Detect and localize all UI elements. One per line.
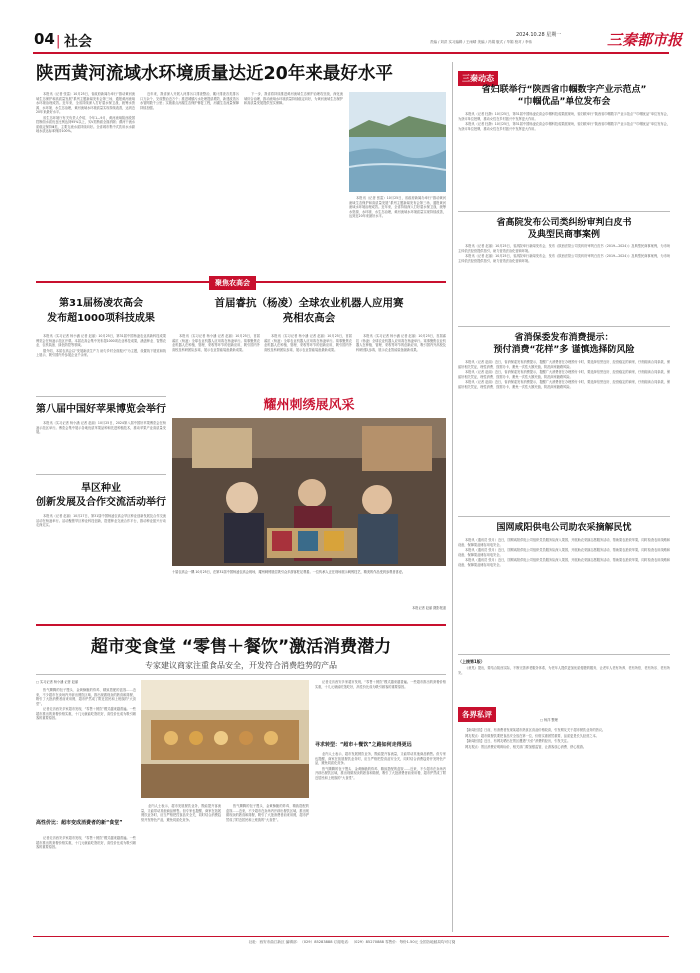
right-s2-body: 本报讯（记者 赵丽）10月25日，省高院举行新闻发布会，发布《陕西法院公司类纠纷审判白皮书（2019—2024）》及典型民商事案例，为市场主体依法经营提供指引，助力营造法治化营商环境。 本报讯（记者 赵丽）10月25日，省高院举行新闻发布会，发布《陕西法院公司类纠纷审判白皮书（2019—2024）》及典型民商事案例，为市场主体依法经营提供指引，助力营造法治化营商环境。 xyxy=(458,244,670,263)
right-s3-body: 本报讯（记者 赵丽）近日，省消保委发布消费提示，提醒广大消费者在办理预付卡时，要选择信誉良好、经营稳定的商家，仔细阅读合同条款，保留好相关凭证，理性消费、按需办卡，避免一次性大额充值，防范商家跑路风险。 本报讯（记者 赵丽）近日，省消保委发布消费提示，提醒广大消费者在办理预付卡时，要选择信誉良好、经营稳定的商家，仔细阅读合同条款，保留好相关凭证，理性消费、按需办卡，避免一次性大额充值，防范商家跑路风险。 本报讯（记者 赵丽）近日，省消保委发布消费提示，提醒广大消费者在办理预付卡时，要选择信誉良好、经营稳定的商家，仔细阅读合同条款，保留好相关凭证，理性消费、按需办卡，避免一次性大额充值，防范商家跑路风险。 xyxy=(458,360,670,389)
farm-story2-body: 本报讯（实习记者 杨小涵 记者 赵丽）10月25日，2024第八届中国好苹果博览会在杨凌示范区举行。博览会集中展示各地优质苹果品种和先进种植技术，推动苹果产业高质量发展。 xyxy=(36,421,166,434)
band-label: 聚焦农高会 xyxy=(209,276,256,290)
masthead-logo: 三秦都市报 xyxy=(607,31,683,49)
farm-story1-body: 本报讯（实习记者 杨小涵 记者 赵丽）10月25日，第31届中国杨凌农业高新科技成果博览会在杨凌示范区开幕。本届农高会集中发布超1000项农业科技成果，涵盖种业、智慧农业、农机装备、绿色防控等领域。 据介绍，本届农高会以“发展新质生产力 助力乡村全面振兴”为主题，设置线下展览和线上展示，吸引国内外参展企业千余家。 xyxy=(36,334,166,357)
farm-story2-headline: 第八届中国好苹果博览会举行 xyxy=(36,404,166,415)
continued-body: 《意见》提出，要结合陕西实际，不断完善养老服务体系，为老年人提供更加优质便捷的服务，让老年人老有所养、老有所依、老有所乐、老有所安。 xyxy=(458,666,670,675)
main-body-col4: 本报讯（记者 张雷）10月25日，省政府新闻办举行“推动黄河流域生态保护和高质量发展”系列主题新闻发布会第三场，通报黄河流域水环境治理成效。近年来，全省持续深入打好碧水保卫战，统筹水资源、水环境、水生态治理，黄河流域水环境质量实现持续改善，达到近20年来最好水平。 xyxy=(349,196,446,218)
main-headline: 陕西黄河流域水环境质量达近20年来最好水平 xyxy=(36,64,393,84)
embroidery-photo xyxy=(172,418,446,566)
bottom-byline: □ 实习记者 杨小涵 记者 赵丽 xyxy=(36,680,79,684)
page-number: 04 xyxy=(34,30,55,48)
bottom-body-col1: 热气腾腾的包子馒头、金黄酥脆的炸鸡、精致搭配的盒饭……近来，不少超市在卖场内开辟出餐饮区域，推出现做现卖的熟食和简餐，吸引了大批消费者前来用餐，超市俨然成了附近居民和上班族的“大食堂”。 记者走访西安多家超市发现，“零售＋餐饮”模式越来越普遍。一些超市推出的套餐价格实惠，十几元就能吃饱吃好，高性价比成为吸引顾客的重要原因。 xyxy=(36,688,136,720)
supermarket-photo xyxy=(141,680,309,798)
right-s2-headline: 省高院发布公司类纠纷审判白皮书 及典型民商事案例 xyxy=(496,218,632,240)
divider xyxy=(458,326,670,327)
opinion-byline: □ 杨洋 整理 xyxy=(540,718,558,722)
right-s4-headline: 国网咸阳供电公司助农采摘解民忧 xyxy=(496,523,632,533)
issue-date: 2024.10.28 星期一 xyxy=(516,32,562,38)
right-s4-body: 本报讯（通讯员 张月）近日，国网咸阳供电公司组织党员服务队深入果园，开展助农采摘志愿服务活动，帮助果农抢收苹果，同时检查农用线路和设备，保障果品储存用电安全。 本报讯（通讯员 张月）近日，国网咸阳供电公司组织党员服务队深入果园，开展助农采摘志愿服务活动，帮助果农抢收苹果，同时检查农用线路和设备，保障果品储存用电安全。 本报讯（通讯员 张月）近日，国网咸阳供电公司组织党员服务队深入果园，开展助农采摘志愿服务活动，帮助果农抢收苹果，同时检查农用线路和设备，保障果品储存用电安全。 xyxy=(458,538,670,567)
divider xyxy=(36,474,166,475)
right-s1-body: 本报讯（记者 杜静）10月25日，第31届中国杨凌农高会巾帼科技成果展现场，省妇联举行“陕西省巾帼数字产业示范点”“巾帼优品”单位发布会，为获评单位授牌，推动女性在乡村振兴中发挥更大作用。 本报讯（记者 杜静）10月25日，第31届中国杨凌农高会巾帼科技成果展现场，省妇联举行“陕西省巾帼数字产业示范点”“巾帼优品”单位发布会，为获评单位授牌，推动女性在乡村振兴中发挥更大作用。 xyxy=(458,112,670,131)
column-divider xyxy=(452,62,453,932)
photo-caption: 十届农高会一隅 10月25日，在第31届中国杨凌农高会现场，耀州刺绣展位吸引众多游客驻足观看。一位传承人正在现场展示刺绣技艺，精美的作品受到参观者喜爱。 xyxy=(172,570,406,574)
page-divider: | xyxy=(56,34,61,49)
farm-story4-body-col3: 本报讯（实习记者 杨小涵 记者 赵丽）10月25日，首届睿抗（杨凌）全球农业机器人应用赛在杨凌举行。赛事聚焦农业机器人在种植、管理、采收等环节的创新应用，吸引国内外高校及科研团队参赛，展示农业智能装备最新成果。 xyxy=(356,334,446,352)
photo-feature-title: 耀州刺绣展风采 xyxy=(263,398,355,413)
opinion-body: 【新闻回放】日前，有消费者发现某超市熟食区食品价格较高，引发网友关于超市餐饮业务的热议。 网友观点：超市做餐饮要把食品安全放在第一位，价格实惠固然重要，品质更是长久经营之本。 【新闻回放】近日，有网友晒出在景区遭遇“天价”消费的经历，引发关注。 网友观点：景区消费应明码标价，相关部门要加强监管，让游客放心消费、舒心旅游。 xyxy=(465,728,606,749)
bottom-body-col2: 业内人士表示，超市发展餐饮业务，既能提升客流量，又能带动其他商品销售。但专家也提醒，商家在拓展餐饮业务时，应当严格把控食品安全关，同时结合消费趋势开发特色产品，避免同质化竞争。 xyxy=(141,804,221,822)
bottom-body-col3: 热气腾腾的包子馒头、金黄酥脆的炸鸡、精致搭配的盒饭……近来，不少超市在卖场内开辟出餐饮区域，推出现做现卖的熟食和简餐，吸引了大批消费者前来用餐，超市俨然成了附近居民和上班族的“大食堂”。 xyxy=(226,804,309,822)
divider xyxy=(36,674,446,675)
header-rule xyxy=(33,52,669,54)
farm-story1-headline: 第31届杨凌农高会 发布超1000项科技成果 xyxy=(47,298,155,324)
farm-story3-headline: 旱区种业 创新发展及合作交流活动举行 xyxy=(36,483,166,508)
right-s3-headline: 省消保委发布消费提示： 预付消费“花样”多 谨慎选择防风险 xyxy=(493,333,635,355)
right-s1-headline: 省妇联举行“陕西省巾帼数字产业示范点” “巾帼优品”单位发布会 xyxy=(481,85,647,107)
opinion-tag xyxy=(458,702,496,722)
divider xyxy=(458,654,670,655)
right-tag xyxy=(458,66,498,86)
section-name: 社会 xyxy=(64,34,92,50)
opinion-tag-label: 各界私评 xyxy=(458,707,496,722)
bottom-subtitle: 专家建议商家注重食品安全，开发符合消费趋势的产品 xyxy=(145,661,337,670)
farm-story4-headline: 首届睿抗（杨凌）全球农业机器人应用赛 亮相农高会 xyxy=(214,297,404,324)
farm-story4-body-col2: 本报讯（实习记者 杨小涵 记者 赵丽）10月25日，首届睿抗（杨凌）全球农业机器人应用赛在杨凌举行。赛事聚焦农业机器人在种植、管理、采收等环节的创新应用，吸引国内外高校及科研团队参赛，展示农业智能装备最新成果。 xyxy=(264,334,352,352)
main-body-col3: 下一步，我省将持续推进黄河流域生态保护治理攻坚战，深化流域综合治理，推动流域水环境质量持续稳定向好，为黄河流域生态保护和高质量发展提供坚实保障。 xyxy=(244,92,343,105)
divider xyxy=(458,211,670,212)
footer-text: 社址：西安市曲江新区 编辑部：（029）85283888 订阅电话：（029）85270888 零售价：每份1.50元 全国各地邮局均可订阅 xyxy=(248,940,456,944)
editor-line: 责编 / 刘洪 实习编辑 / 王雨晴 美编 / 冯娟 版式 / 毕娟 校对 / 李伟 xyxy=(430,40,532,44)
photo-credit: 本报记者 赵丽 摄影报道 xyxy=(412,606,446,610)
footer-rule xyxy=(33,936,669,937)
bottom-headline: 超市变食堂 “零售＋餐饮”激活消费潜力 xyxy=(90,637,392,657)
subhead-1: 高性价比：超市变成消费者的新“食堂” xyxy=(36,820,123,826)
main-body-col2: 近年来，我省深入开展入河排污口排查整治，累计排查各类排污口万余个，完成整治近万个；推进城镇污水处理提质增效，新建改造污水管网数千公里；实施重点河湖生态保护修复工程，河湖生态流量保障持续加强。 xyxy=(140,92,239,110)
band-bottom-rule xyxy=(36,624,446,626)
subhead-2: 寻求转型：“超市＋餐饮”之路如何走得更远 xyxy=(315,742,412,748)
farm-story4-body-col1: 本报讯（实习记者 杨小涵 记者 赵丽）10月25日，首届睿抗（杨凌）全球农业机器人应用赛在杨凌举行。赛事聚焦农业机器人在种植、管理、采收等环节的创新应用，吸引国内外高校及科研团队参赛，展示农业智能装备最新成果。 xyxy=(172,334,260,352)
bottom-body-col1b: 记者走访西安多家超市发现，“零售＋餐饮”模式越来越普遍。一些超市推出的套餐价格实惠，十几元就能吃饱吃好，高性价比成为吸引顾客的重要原因。 xyxy=(36,836,136,849)
river-photo xyxy=(349,92,446,192)
bottom-body-col4b: 业内人士表示，超市发展餐饮业务，既能提升客流量，又能带动其他商品销售。但专家也提醒，商家在拓展餐饮业务时，应当严格把控食品安全关，同时结合消费趋势开发特色产品，避免同质化竞争。 热气腾腾的包子馒头、金黄酥脆的炸鸡、精致搭配的盒饭……近来，不少超市在卖场内开辟出餐饮区域，推出现做现卖的熟食和简餐，吸引了大批消费者前来用餐，超市俨然成了附近居民和上班族的“大食堂”。 xyxy=(315,752,446,780)
divider xyxy=(458,516,670,517)
divider xyxy=(36,396,166,397)
bottom-body-col4: 记者走访西安多家超市发现，“零售＋餐饮”模式越来越普遍。一些超市推出的套餐价格实惠，十几元就能吃饱吃好，高性价比成为吸引顾客的重要原因。 xyxy=(315,680,446,689)
farm-story3-body: 本报讯（记者 赵丽）10月27日，第31届中国杨凌农高会旱区种业创新发展及合作交流活动在杨凌举行。活动聚焦旱区种业科技创新，搭建种业交流合作平台，推动种业振兴行动走深走实。 xyxy=(36,514,166,527)
sanqin-tag: 三秦动态 xyxy=(458,71,498,86)
main-body-col1: 本报讯（记者 张雷）10月25日，省政府新闻办举行“推动黄河流域生态保护和高质量发展”系列主题新闻发布会第三场，通报黄河流域水环境治理成效。近年来，全省持续深入打好碧水保卫战，统筹水资源、水环境、水生态治理，黄河流域水环境质量实现持续改善，达到近20年来最好水平。 省生态环境厅有关负责人介绍，今年1—9月，黄河流域陕西段国控断面水质优良比例达到95%以上，劣V类断面全面消除；渭河干流水质稳定保持Ⅲ类，主要支流水质持续向好。全省城市集中式饮用水水源地水质达标率保持100%。 xyxy=(36,92,135,133)
continued-label: （上接第1版） xyxy=(458,659,485,664)
